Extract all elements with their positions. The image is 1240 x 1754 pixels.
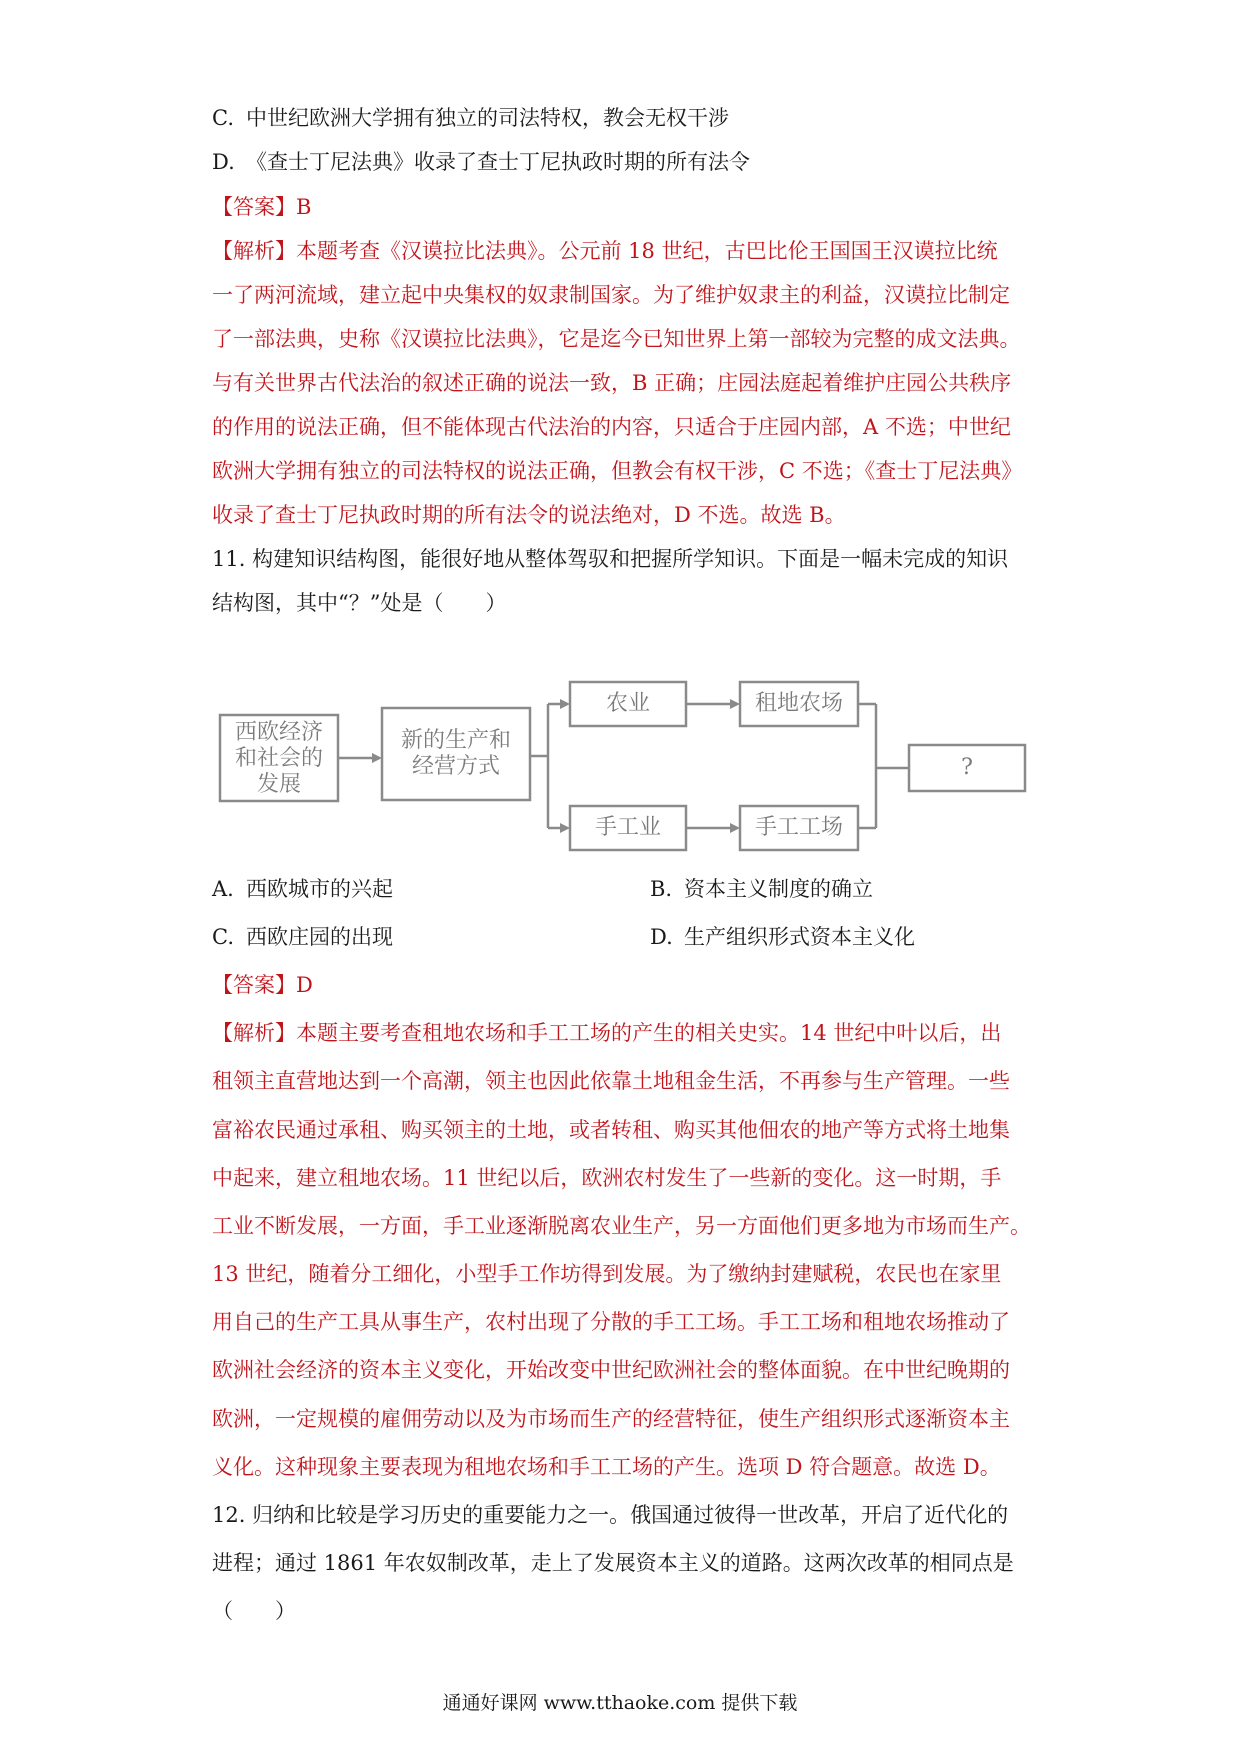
arrow-icon: [372, 753, 382, 763]
analysis-line: 租领主直营地达到一个高潮，领主也因此依靠土地租金生活，不再参与生产管理。一些: [212, 1069, 1010, 1093]
analysis-line: 义化。这种现象主要表现为租地农场和手工工场的产生。选项 D 符合题意。故选 D。: [212, 1455, 1001, 1479]
box-west-europe-development: 西欧经济 和社会的 发展: [234, 720, 323, 797]
question-12-stem: 进程；通过 1861 年农奴制改革，走上了发展资本主义的道路。这两次改革的相同点是: [212, 1551, 1014, 1575]
analysis-line: 13 世纪，随着分工细化，小型手工作坊得到发展。为了缴纳封建赋税，农民也在家里: [212, 1262, 1002, 1286]
answer-value: D: [296, 973, 313, 997]
knowledge-structure-diagram: [212, 680, 1042, 860]
answer-tag: 【答案】: [212, 195, 296, 219]
analysis-tag: 【解析】: [212, 1021, 296, 1045]
answer-value: B: [296, 195, 312, 219]
box-new-production-methods: 新的生产和 经营方式: [400, 728, 511, 779]
box-unknown: ?: [961, 755, 973, 780]
analysis-line: 欧洲大学拥有独立的司法特权的说法正确，但教会有权干涉，C 不选；《查士丁尼法典》: [212, 459, 1023, 483]
arrow-icon: [560, 823, 570, 833]
question-11-stem: 11. 构建知识结构图，能很好地从整体驾驭和把握所学知识。下面是一幅未完成的知识: [212, 547, 1009, 571]
page-footer: 通通好课网 www.tthaoke.com 提供下载: [442, 1692, 798, 1714]
option-d: D. 生产组织形式资本主义化: [650, 925, 915, 949]
analysis-line: 欧洲社会经济的资本主义变化，开始改变中世纪欧洲社会的整体面貌。在中世纪晚期的: [212, 1358, 1010, 1382]
box-workshop: 手工工场: [754, 815, 843, 840]
answer-line: [212, 970, 1042, 1000]
option-b: B. 资本主义制度的确立: [650, 877, 873, 901]
box-leased-farm: 租地农场: [754, 691, 843, 716]
analysis-tag: 【解析】: [212, 239, 296, 263]
option-c: C. 西欧庄园的出现: [212, 925, 393, 949]
question-12-stem: （ ）: [212, 1599, 296, 1623]
analysis-line: 一了两河流域，建立起中央集权的奴隶制国家。为了维护奴隶主的利益，汉谟拉比制定: [212, 283, 1010, 307]
answer-line: [212, 192, 1042, 222]
analysis-line: 了一部法典，史称《汉谟拉比法典》，它是迄今已知世界上第一部较为完整的成文法典。: [212, 327, 1021, 351]
arrow-icon: [730, 823, 740, 833]
option-a: A. 西欧城市的兴起: [212, 877, 393, 901]
analysis-line: 欧洲，一定规模的雇佣劳动以及为市场而生产的经营特征，使生产组织形式逐渐资本主: [212, 1407, 1010, 1431]
question-11-stem: 结构图，其中“？”处是（ ）: [212, 591, 507, 615]
analysis-line: 中起来，建立租地农场。11 世纪以后，欧洲农村发生了一些新的变化。这一时期，手: [212, 1166, 1002, 1190]
arrow-icon: [560, 699, 570, 709]
analysis-line: 富裕农民通过承租、购买领主的土地，或者转租、购买其他佃农的地产等方式将土地集: [212, 1118, 1010, 1142]
analysis-line: 的作用的说法正确，但不能体现古代法治的内容，只适合于庄园内部，A 不选；中世纪: [212, 415, 1011, 439]
arrow-icon: [730, 699, 740, 709]
answer-tag: 【答案】: [212, 973, 296, 997]
analysis-line: 【解析】本题考查《汉谟拉比法典》。公元前 18 世纪，古巴比伦王国国王汉谟拉比统: [212, 239, 998, 263]
option-c: C. 中世纪欧洲大学拥有独立的司法特权，教会无权干涉: [212, 106, 729, 130]
analysis-line: 【解析】本题主要考查租地农场和手工工场的产生的相关史实。14 世纪中叶以后，出: [212, 1021, 1002, 1045]
analysis-line: 工业不断发展，一方面，手工业逐渐脱离农业生产，另一方面他们更多地为市场而生产。: [212, 1214, 1031, 1238]
box-handicraft: 手工业: [594, 815, 661, 840]
analysis-line: 与有关世界古代法治的叙述正确的说法一致，B 正确；庄园法庭起着维护庄园公共秩序: [212, 371, 1012, 395]
analysis-line: 收录了查士丁尼执政时期的所有法令的说法绝对，D 不选。故选 B。: [212, 503, 846, 527]
box-agriculture: 农业: [605, 691, 650, 716]
question-12-stem: 12. 归纳和比较是学习历史的重要能力之一。俄国通过彼得一世改革，开启了近代化的: [212, 1503, 1009, 1527]
analysis-line: 用自己的生产工具从事生产，农村出现了分散的手工工场。手工工场和租地农场推动了: [212, 1310, 1010, 1334]
option-d: D. 《查士丁尼法典》收录了查士丁尼执政时期的所有法令: [212, 150, 750, 174]
